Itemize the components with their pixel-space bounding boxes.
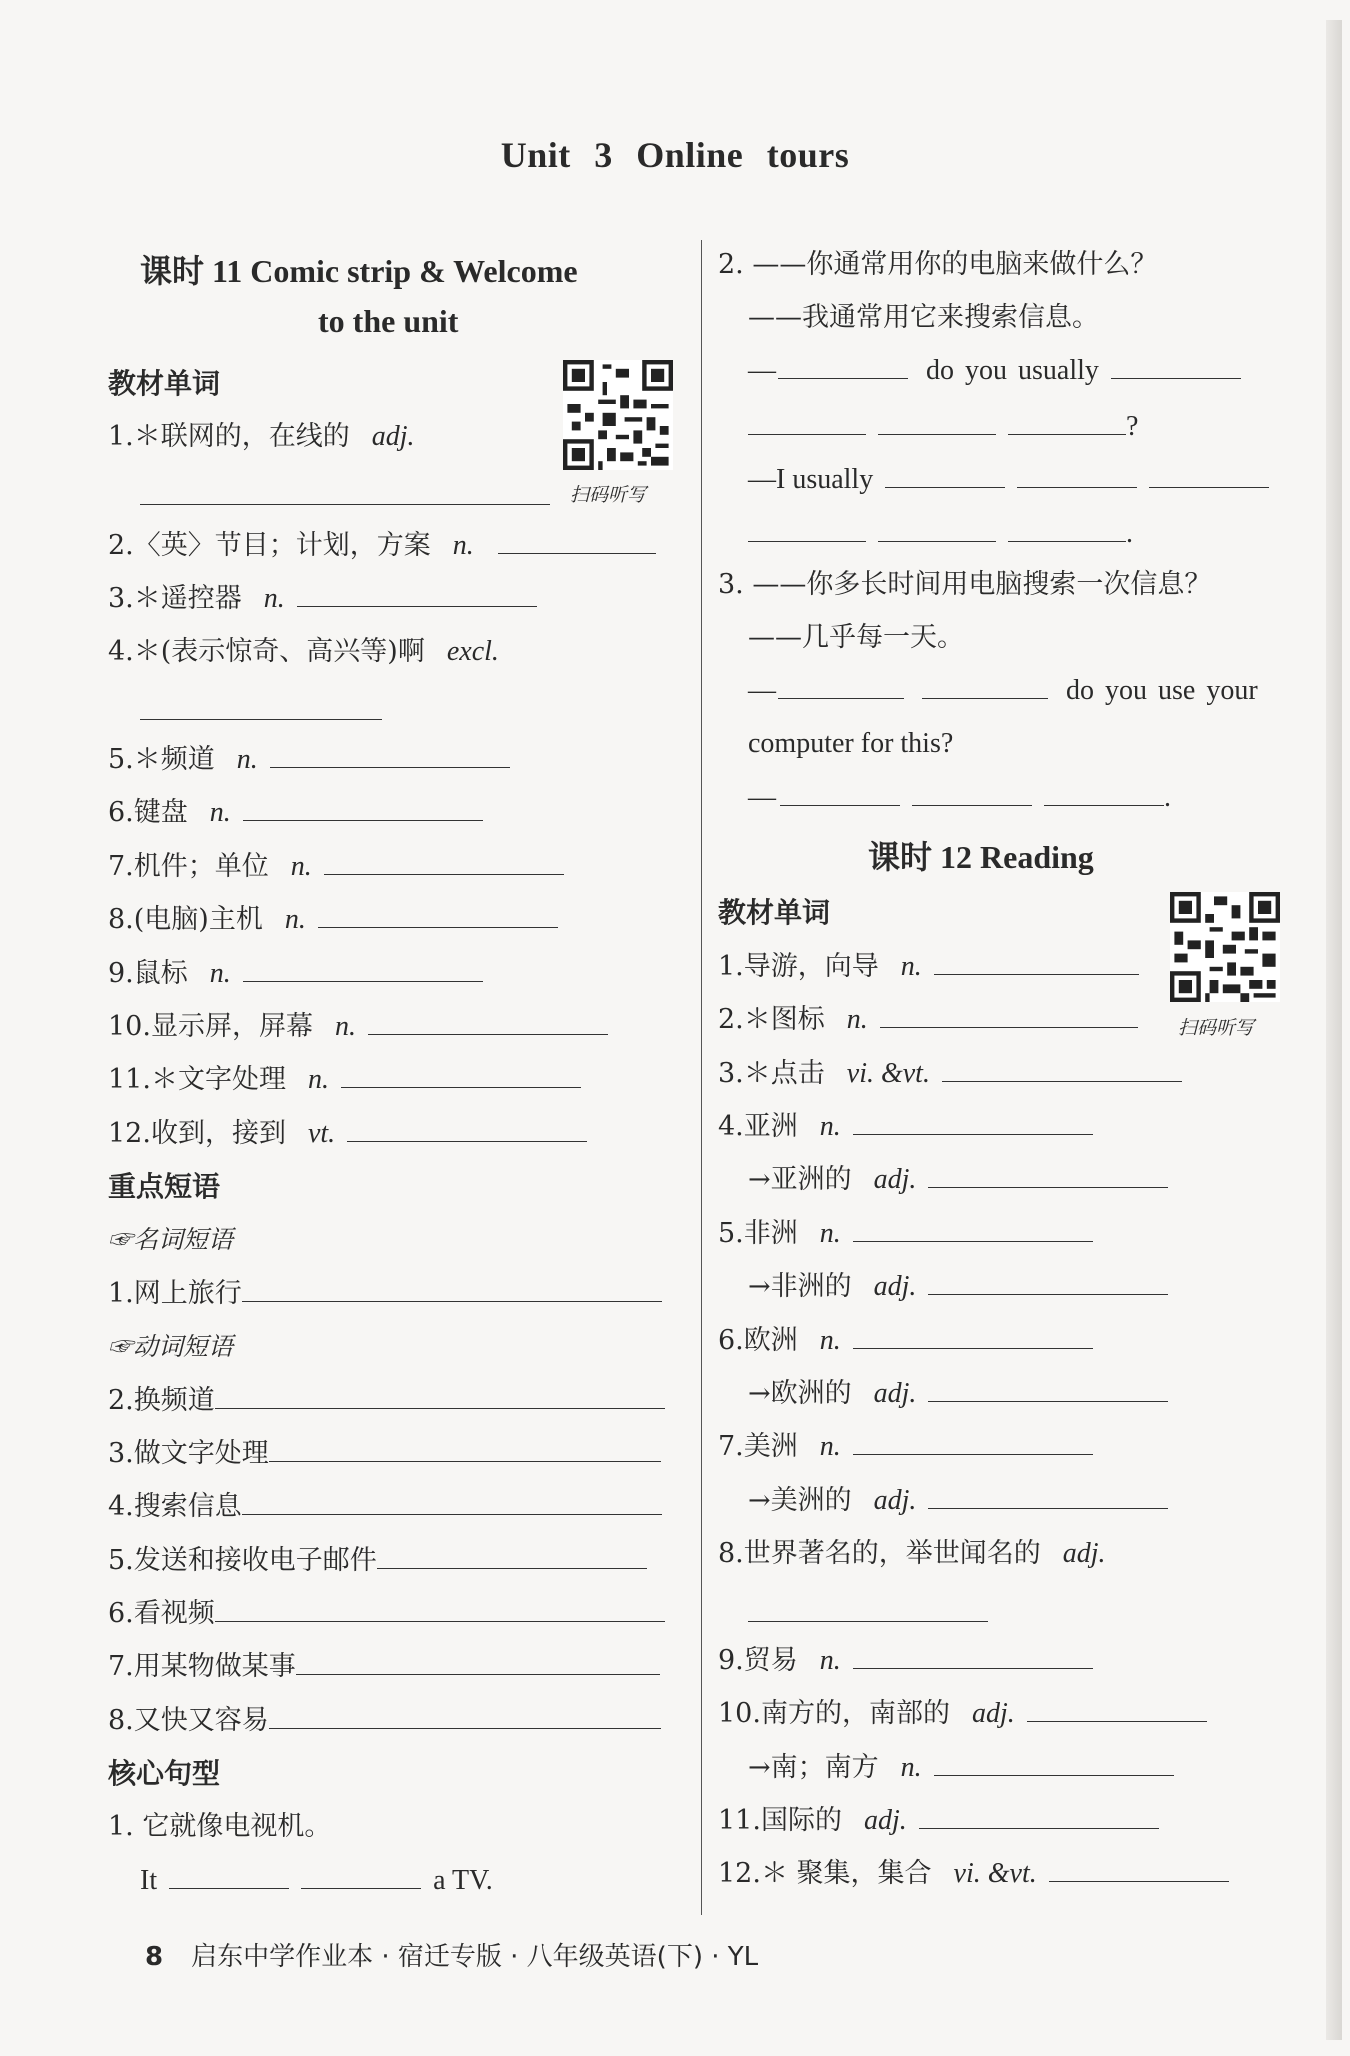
reading-word-10-derived: →南；南方 n.	[748, 1741, 1174, 1795]
answer-blank[interactable]	[270, 743, 510, 768]
qr-caption: 扫码听写	[1178, 1017, 1255, 1039]
reading-word-7: 7.美洲 n.	[718, 1420, 1093, 1474]
answer-blank[interactable]	[928, 1270, 1168, 1295]
lesson-12-title: 课时 12 Reading	[868, 839, 1094, 875]
answer-blank[interactable]	[297, 582, 537, 607]
answer-blank[interactable]	[324, 850, 564, 875]
right-words-heading: 教材单词	[718, 896, 831, 929]
column-divider	[701, 240, 702, 1915]
answer-blank[interactable]	[778, 354, 908, 379]
answer-blank[interactable]	[919, 1804, 1159, 1829]
reading-word-9: 9.贸易 n.	[718, 1634, 1093, 1688]
word-item-2: 2.〈英〉节目；计划，方案 n.	[108, 519, 656, 573]
answer-blank[interactable]	[853, 1324, 1093, 1349]
answer-blank[interactable]	[778, 674, 904, 699]
word-item-12: 12.收到，接到 vt.	[108, 1107, 587, 1161]
sentence-item-1-english: It a TV.	[140, 1865, 493, 1896]
answer-blank[interactable]	[498, 529, 656, 554]
answer-blank[interactable]	[140, 480, 550, 505]
answer-blank[interactable]	[853, 1430, 1093, 1455]
reading-word-7-derived: →美洲的 adj.	[748, 1474, 1168, 1528]
answer-blank[interactable]	[242, 1490, 662, 1515]
phrase-item-7: 7.用某物做某事	[108, 1640, 660, 1694]
word-item-6: 6.键盘 n.	[108, 786, 483, 840]
verb-phrases-heading: ☞动词短语	[108, 1332, 234, 1361]
reading-word-8: 8.世界著名的，举世闻名的 adj.	[718, 1538, 1106, 1569]
question-3-en-line2: computer for this?	[748, 728, 954, 759]
page-number: 8	[145, 1942, 164, 1972]
answer-blank[interactable]	[780, 781, 900, 806]
word-item-9: 9.鼠标 n.	[108, 947, 483, 1001]
answer-blank[interactable]	[934, 1751, 1174, 1776]
question-3-cn-line1: 3. ——你多长时间用电脑搜索一次信息？	[718, 569, 1212, 600]
word-item-8: 8.(电脑)主机 n.	[108, 893, 558, 947]
question-2-cn-line1: 2. ——你通常用你的电脑来做什么？	[718, 249, 1158, 280]
reading-word-3: 3.＊点击 vi. &vt.	[718, 1047, 1182, 1101]
phrases-heading: 重点短语	[108, 1170, 221, 1203]
answer-blank[interactable]	[1008, 517, 1126, 542]
answer-blank[interactable]	[243, 796, 483, 821]
qr-caption: 扫码听写	[570, 484, 647, 506]
phrase-item-1: 1.网上旅行	[108, 1267, 662, 1321]
answer-blank[interactable]	[347, 1117, 587, 1142]
phrase-item-4: 4.搜索信息	[108, 1480, 662, 1534]
word-item-3: 3.＊遥控器 n.	[108, 572, 537, 626]
answer-blank[interactable]	[1017, 463, 1137, 488]
page-edge-shadow	[1326, 20, 1342, 2040]
word-item-1-answer	[108, 470, 550, 524]
question-3-answer: — .	[748, 782, 1171, 813]
sentences-heading: 核心句型	[108, 1757, 221, 1790]
left-words-heading: 教材单词	[108, 367, 221, 400]
reading-word-6: 6.欧洲 n.	[718, 1314, 1093, 1368]
reading-word-8-answer	[748, 1587, 988, 1641]
answer-blank[interactable]	[928, 1163, 1168, 1188]
reading-word-10: 10.南方的，南部的 adj.	[718, 1687, 1207, 1741]
reading-word-12: 12.＊ 聚集，集合 vi. &vt.	[718, 1847, 1229, 1901]
answer-blank[interactable]	[853, 1217, 1093, 1242]
word-item-1: 1.＊联网的，在线的 adj.	[108, 421, 415, 452]
question-2-answer-line2: .	[748, 507, 1133, 561]
reading-word-4: 4.亚洲 n.	[718, 1100, 1093, 1154]
page-footer	[145, 1936, 758, 1973]
answer-blank[interactable]	[912, 781, 1032, 806]
answer-blank[interactable]	[140, 695, 382, 720]
reading-word-5: 5.非洲 n.	[718, 1207, 1093, 1261]
answer-blank[interactable]	[269, 1437, 661, 1462]
reading-word-2: 2.＊图标 n.	[718, 993, 1138, 1047]
answer-blank[interactable]	[928, 1484, 1168, 1509]
answer-blank[interactable]	[215, 1384, 665, 1409]
answer-blank[interactable]	[318, 903, 558, 928]
answer-blank[interactable]	[242, 1277, 662, 1302]
question-3-cn-line2: ——几乎每一天。	[748, 622, 964, 653]
answer-blank[interactable]	[169, 1864, 289, 1889]
answer-blank[interactable]	[748, 410, 866, 435]
answer-blank[interactable]	[853, 1110, 1093, 1135]
answer-blank[interactable]	[377, 1544, 647, 1569]
answer-blank[interactable]	[928, 1377, 1168, 1402]
phrase-item-8: 8.又快又容易	[108, 1694, 661, 1748]
answer-blank[interactable]	[1027, 1697, 1207, 1722]
answer-blank[interactable]	[269, 1704, 661, 1729]
answer-blank[interactable]	[878, 517, 996, 542]
answer-blank[interactable]	[922, 674, 1048, 699]
answer-blank[interactable]	[1008, 410, 1126, 435]
answer-blank[interactable]	[368, 1010, 608, 1035]
reading-word-11: 11.国际的 adj.	[718, 1794, 1159, 1848]
answer-blank[interactable]	[215, 1597, 665, 1622]
reading-word-4-derived: →亚洲的 adj.	[748, 1153, 1168, 1207]
reading-word-6-derived: →欧洲的 adj.	[748, 1367, 1168, 1421]
qr-code-icon[interactable]	[1170, 892, 1280, 1002]
footer-text: 启东中学作业本 · 宿迁专版 · 八年级英语(下) · YL	[191, 1942, 759, 1972]
answer-blank[interactable]	[296, 1650, 660, 1675]
word-item-4: 4.＊(表示惊奇、高兴等)啊 excl.	[108, 636, 499, 667]
answer-blank[interactable]	[853, 1644, 1093, 1669]
answer-blank[interactable]	[885, 463, 1005, 488]
question-3-en-line1: — do you use your	[748, 675, 1258, 706]
answer-blank[interactable]	[934, 950, 1139, 975]
answer-blank[interactable]	[748, 517, 866, 542]
unit-title: Unit 3 Online tours	[500, 135, 850, 175]
answer-blank[interactable]	[942, 1057, 1182, 1082]
word-item-4-answer	[108, 685, 382, 739]
question-2-en-line2: ?	[748, 400, 1138, 454]
answer-blank[interactable]	[243, 957, 483, 982]
qr-code-icon[interactable]	[563, 360, 673, 470]
lesson-11-title-line2: to the unit	[318, 303, 459, 339]
reading-word-1: 1.导游，向导 n.	[718, 940, 1139, 994]
question-2-answer-line1: —I usually	[748, 453, 1269, 507]
answer-blank[interactable]	[1111, 354, 1241, 379]
answer-blank[interactable]	[341, 1063, 581, 1088]
answer-blank[interactable]	[1049, 1857, 1229, 1882]
sentence-item-1: 1. 它就像电视机。	[108, 1811, 332, 1842]
word-item-5: 5.＊频道 n.	[108, 733, 510, 787]
answer-blank[interactable]	[1044, 781, 1164, 806]
answer-blank[interactable]	[878, 410, 996, 435]
question-2-cn-line2: ——我通常用它来搜索信息。	[748, 302, 1099, 333]
phrase-item-3: 3.做文字处理	[108, 1427, 661, 1481]
answer-blank[interactable]	[880, 1003, 1138, 1028]
phrase-item-2: 2.换频道	[108, 1374, 665, 1428]
reading-word-5-derived: →非洲的 adj.	[748, 1260, 1168, 1314]
answer-blank[interactable]	[1149, 463, 1269, 488]
phrase-item-5: 5.发送和接收电子邮件	[108, 1534, 647, 1588]
word-item-7: 7.机件；单位 n.	[108, 840, 564, 894]
question-2-en-line1: — do you usually	[748, 344, 1241, 398]
phrase-item-6: 6.看视频	[108, 1587, 665, 1641]
lesson-11-title: 课时 11 Comic strip & Welcome	[140, 253, 578, 289]
word-item-10: 10.显示屏，屏幕 n.	[108, 1000, 608, 1054]
answer-blank[interactable]	[748, 1597, 988, 1622]
word-item-11: 11.＊文字处理 n.	[108, 1053, 581, 1107]
answer-blank[interactable]	[301, 1864, 421, 1889]
noun-phrases-heading: ☞名词短语	[108, 1225, 234, 1254]
